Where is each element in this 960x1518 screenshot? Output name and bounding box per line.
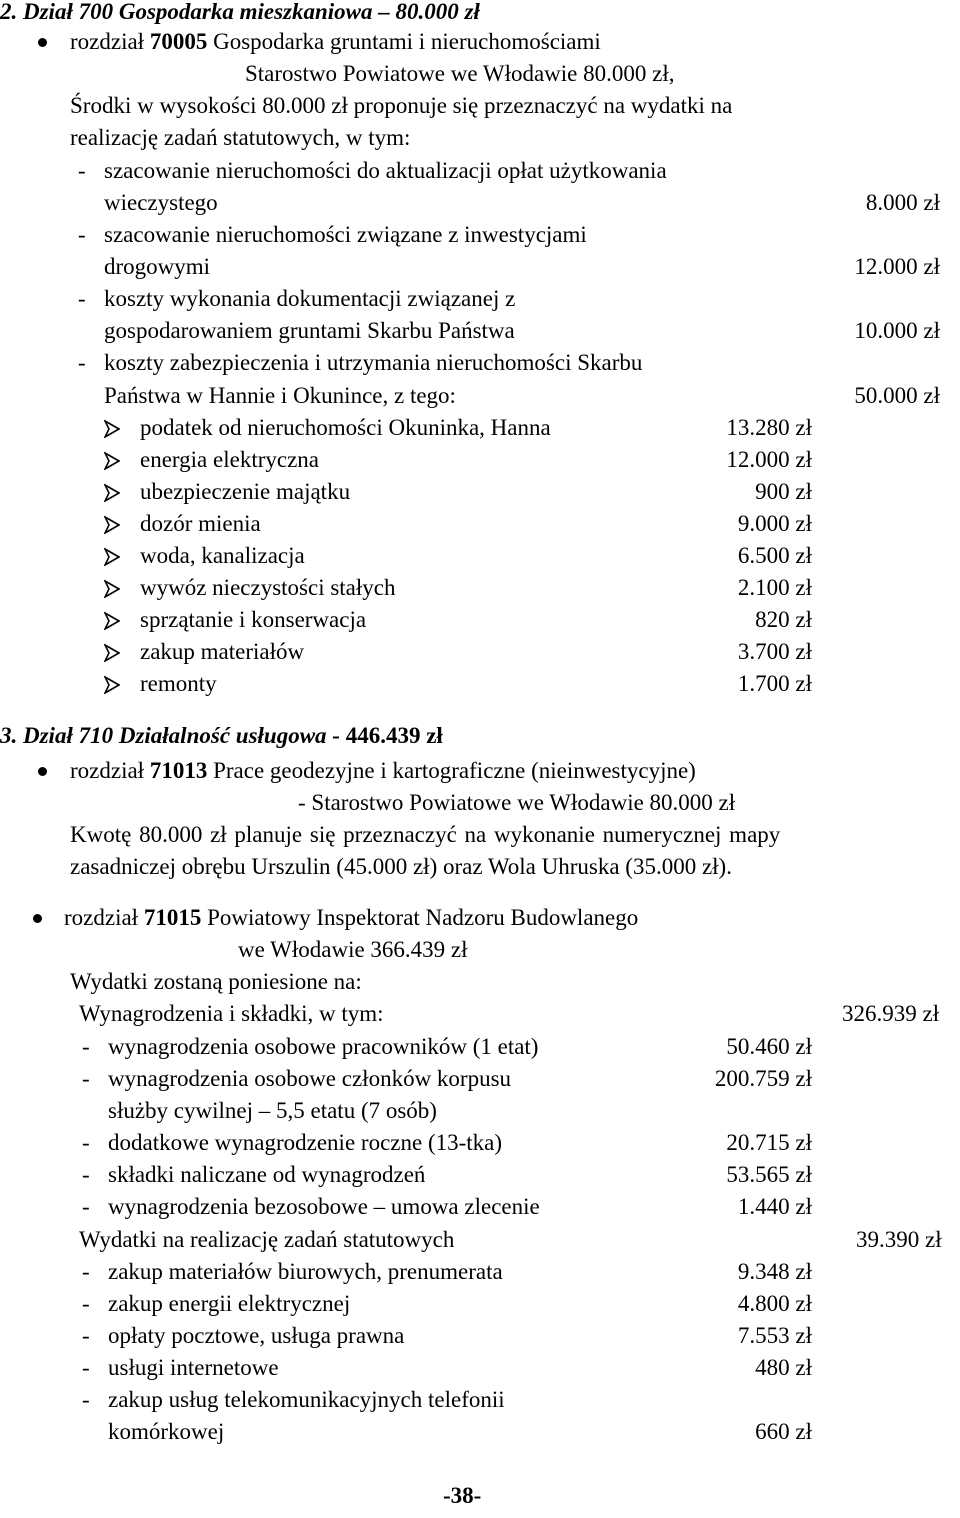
section-3-heading-label: 3. Dział 710 Działalność usługowa - bbox=[0, 723, 346, 748]
section-3-heading-amount: 446.439 zł bbox=[345, 723, 443, 748]
item-dash: - bbox=[82, 1130, 90, 1155]
item-text: wieczystego bbox=[104, 190, 218, 215]
item-dash: - bbox=[82, 1162, 90, 1187]
item-text: szacowanie nieruchomości związane z inwestycjami bbox=[104, 222, 587, 247]
subitem-amount: 6.500 zł bbox=[737, 543, 812, 568]
subitem-amount: 9.000 zł bbox=[737, 511, 812, 536]
item-text: opłaty pocztowe, usługa prawna bbox=[108, 1323, 405, 1348]
item-dash: - bbox=[78, 222, 86, 247]
item-dash: - bbox=[82, 1387, 90, 1412]
item-amount: 12.000 zł bbox=[854, 254, 940, 279]
subitem-amount: 820 zł bbox=[755, 607, 812, 632]
chapter-unit: Starostwo Powiatowe we Włodawie 80.000 zł, bbox=[245, 61, 675, 86]
item-text: wynagrodzenia osobowe pracowników (1 etat) bbox=[108, 1034, 539, 1059]
item-dash: - bbox=[82, 1194, 90, 1219]
item-text: koszty zabezpieczenia i utrzymania nieruchomości Skarbu bbox=[104, 350, 643, 375]
item-dash: - bbox=[82, 1066, 90, 1091]
item-text: koszty wykonania dokumentacji związanej z bbox=[104, 286, 516, 311]
item-text: składki naliczane od wynagrodzeń bbox=[108, 1162, 426, 1187]
paragraph-line: realizację zadań statutowych, w tym: bbox=[70, 125, 411, 150]
arrow-bullet-icon bbox=[104, 548, 120, 566]
item-amount: 200.759 zł bbox=[714, 1066, 812, 1091]
item-text: zakup materiałów biurowych, prenumerata bbox=[108, 1259, 503, 1284]
page-number: -38- bbox=[443, 1483, 482, 1508]
subitem-label: zakup materiałów bbox=[140, 639, 305, 664]
bullet-icon bbox=[33, 914, 42, 923]
paragraph-line: Wydatki zostaną poniesione na: bbox=[70, 969, 362, 994]
item-text: Państwa w Hannie i Okunince, z tego: bbox=[104, 383, 456, 408]
section-3-heading bbox=[0, 721, 443, 751]
item-dash: - bbox=[78, 158, 86, 183]
subitem-amount: 12.000 zł bbox=[726, 447, 812, 472]
subitem-label: sprzątanie i konserwacja bbox=[140, 607, 367, 632]
item-amount: 9.348 zł bbox=[737, 1259, 812, 1284]
item-dash: - bbox=[78, 350, 86, 375]
item-text: usługi internetowe bbox=[108, 1355, 279, 1380]
subitem-amount: 3.700 zł bbox=[737, 639, 812, 664]
item-dash: - bbox=[82, 1259, 90, 1284]
subitem-label: dozór mienia bbox=[140, 511, 261, 536]
subitem-label: woda, kanalizacja bbox=[140, 543, 305, 568]
item-dash: - bbox=[82, 1291, 90, 1316]
chapter-number: 70005 bbox=[149, 29, 208, 54]
section-2-heading: 2. Dział 700 Gospodarka mieszkaniowa – 80.000 zł bbox=[0, 0, 480, 24]
arrow-bullet-icon bbox=[104, 644, 120, 662]
chapter-title: Gospodarka gruntami i nieruchomościami bbox=[207, 29, 601, 54]
item-text: służby cywilnej – 5,5 etatu (7 osób) bbox=[108, 1098, 437, 1123]
arrow-bullet-icon bbox=[104, 452, 120, 470]
item-text: wynagrodzenia osobowe członków korpusu bbox=[108, 1066, 512, 1091]
arrow-bullet-icon bbox=[104, 420, 120, 438]
subitem-amount: 2.100 zł bbox=[737, 575, 812, 600]
chapter-title: Powiatowy Inspektorat Nadzoru Budowlanego bbox=[201, 905, 639, 930]
chapter-70005-line bbox=[70, 27, 601, 57]
item-text: wynagrodzenia bezosobowe – umowa zlecenie bbox=[108, 1194, 540, 1219]
item-amount: 7.553 zł bbox=[737, 1323, 812, 1348]
subitem-label: remonty bbox=[140, 671, 217, 696]
item-text: zakup energii elektrycznej bbox=[108, 1291, 351, 1316]
item-dash: - bbox=[82, 1355, 90, 1380]
chapter-prefix: rozdział bbox=[64, 905, 144, 930]
paragraph-line: Środki w wysokości 80.000 zł proponuje się przeznaczyć na wydatki na bbox=[70, 93, 733, 118]
item-amount: 10.000 zł bbox=[854, 318, 940, 343]
item-amount: 50.460 zł bbox=[726, 1034, 812, 1059]
item-amount: 8.000 zł bbox=[865, 190, 940, 215]
chapter-prefix: rozdział bbox=[70, 758, 150, 783]
tasks-total: 39.390 zł bbox=[856, 1227, 942, 1252]
bullet-icon bbox=[38, 767, 47, 776]
item-text: zakup usług telekomunikacyjnych telefonii bbox=[108, 1387, 505, 1412]
arrow-bullet-icon bbox=[104, 612, 120, 630]
item-amount: 53.565 zł bbox=[726, 1162, 812, 1187]
subitem-label: energia elektryczna bbox=[140, 447, 319, 472]
subitem-amount: 1.700 zł bbox=[737, 671, 812, 696]
subitem-label: podatek od nieruchomości Okuninka, Hanna bbox=[140, 415, 551, 440]
arrow-bullet-icon bbox=[104, 676, 120, 694]
arrow-bullet-icon bbox=[104, 580, 120, 598]
chapter-title: Prace geodezyjne i kartograficzne (nieinwestycyjne) bbox=[207, 758, 696, 783]
item-dash: - bbox=[82, 1034, 90, 1059]
item-text: komórkowej bbox=[108, 1419, 225, 1444]
item-dash: - bbox=[82, 1323, 90, 1348]
item-text: gospodarowaniem gruntami Skarbu Państwa bbox=[104, 318, 515, 343]
paragraph-line: zasadniczej obrębu Urszulin (45.000 zł) oraz Wola Uhruska (35.000 zł). bbox=[70, 854, 732, 879]
item-text: drogowymi bbox=[104, 254, 211, 279]
chapter-unit: we Włodawie 366.439 zł bbox=[238, 937, 468, 962]
paragraph-line: Kwotę 80.000 zł planuje się przeznaczyć na wykonanie numerycznej mapy bbox=[70, 822, 781, 847]
wages-total: 326.939 zł bbox=[842, 1001, 940, 1026]
item-dash: - bbox=[78, 286, 86, 311]
item-amount: 1.440 zł bbox=[737, 1194, 812, 1219]
arrow-bullet-icon bbox=[104, 516, 120, 534]
item-text: szacowanie nieruchomości do aktualizacji opłat użytkowania bbox=[104, 158, 667, 183]
chapter-prefix: rozdział bbox=[70, 29, 150, 54]
item-amount: 4.800 zł bbox=[737, 1291, 812, 1316]
chapter-number: 71015 bbox=[143, 905, 202, 930]
chapter-unit: - Starostwo Powiatowe we Włodawie 80.000 zł bbox=[298, 790, 736, 815]
subitem-label: wywóz nieczystości stałych bbox=[140, 575, 396, 600]
bullet-icon bbox=[38, 38, 47, 47]
item-amount: 50.000 zł bbox=[854, 383, 940, 408]
tasks-label: Wydatki na realizację zadań statutowych bbox=[79, 1227, 455, 1252]
item-amount: 20.715 zł bbox=[726, 1130, 812, 1155]
subitem-amount: 13.280 zł bbox=[726, 415, 812, 440]
item-amount: 480 zł bbox=[755, 1355, 812, 1380]
subitem-label: ubezpieczenie majątku bbox=[140, 479, 351, 504]
arrow-bullet-icon bbox=[104, 484, 120, 502]
chapter-71015-line bbox=[64, 903, 638, 933]
chapter-number: 71013 bbox=[149, 758, 208, 783]
chapter-71013-line bbox=[70, 756, 696, 786]
item-text: dodatkowe wynagrodzenie roczne (13-tka) bbox=[108, 1130, 503, 1155]
subitem-amount: 900 zł bbox=[755, 479, 812, 504]
item-amount: 660 zł bbox=[755, 1419, 812, 1444]
wages-label: Wynagrodzenia i składki, w tym: bbox=[79, 1001, 384, 1026]
